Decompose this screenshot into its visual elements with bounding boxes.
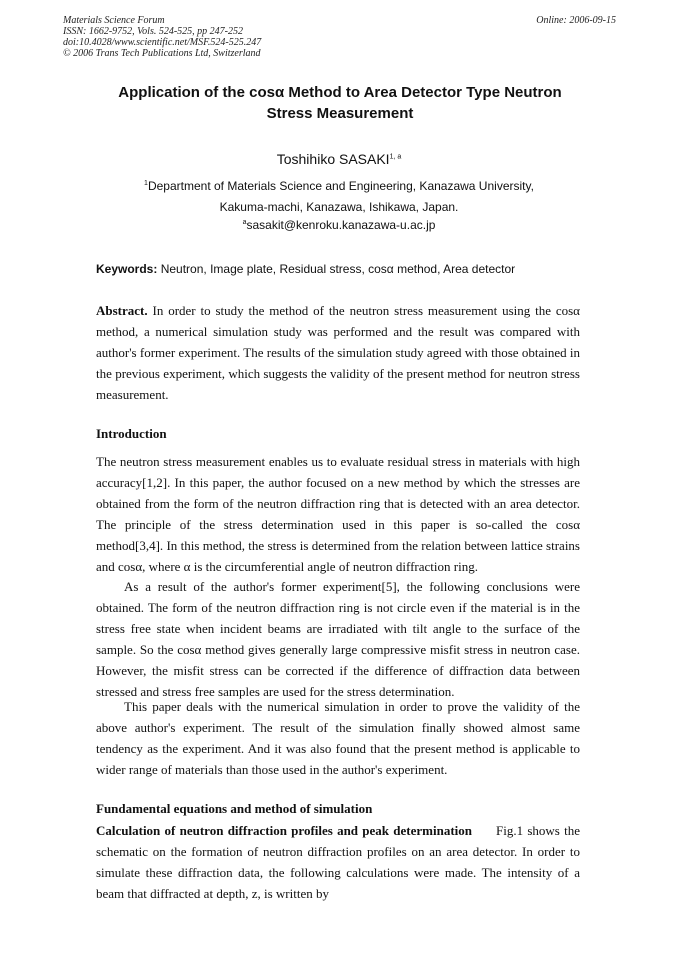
- email: [0, 218, 678, 232]
- author-name: Toshihiko SASAKI: [276, 151, 390, 167]
- affiliation-line-2: Kakuma-machi, Kanazawa, Ishikawa, Japan.: [219, 200, 459, 214]
- author-superscript: 1, a: [389, 153, 402, 161]
- journal-name: Materials Science Forum: [63, 15, 165, 26]
- abstract: [96, 301, 580, 406]
- copyright: © 2006 Trans Tech Publications Ltd, Switzerland: [63, 48, 261, 59]
- introduction-heading: Introduction: [96, 426, 167, 441]
- keywords-label: Keywords:: [96, 262, 158, 276]
- abstract-label: Abstract.: [96, 303, 148, 318]
- affiliation-superscript: 1: [144, 180, 148, 187]
- fundamental-subheading: Calculation of neutron diffraction profiles and peak determination: [96, 823, 472, 838]
- title-line-2: Stress Measurement: [266, 105, 414, 122]
- introduction-paragraph-1: The neutron stress measurement enables us to evaluate residual stress in materials with high accuracy[1,2]. In this paper, the author focused on a new method by which the stresses are obtained from the form of the neutron diffraction ring that is detected with an area detector. The principle of the stress determination used in this paper is so-called the cosα method[3,4]. In this method, the stress is determined from the relation between lattice strains and cosα, where α is the circumferential angle of neutron diffraction ring.: [96, 454, 580, 574]
- email-address: sasakit@kenroku.kanazawa-u.ac.jp: [246, 218, 436, 232]
- introduction-paragraph-3: This paper deals with the numerical simulation in order to prove the validity of the above author's experiment. The result of the simulation finally showed almost same tendency as the experiment. And it was also found that the present method is applicable to wider range of materials than those used in the author's experiment.: [96, 699, 580, 777]
- fundamental-text: Fig.1 shows the schematic on the formation of neutron diffraction profiles on an area detector. In order to simulate these diffraction data, the following calculations were made. The intensity of a beam that diffracted at depth, z, is written by: [96, 823, 580, 901]
- email-superscript: a: [242, 219, 247, 226]
- fundamental-heading: Fundamental equations and method of simulation: [96, 801, 373, 816]
- fundamental-paragraph: [96, 821, 580, 905]
- affiliation-line-1: Department of Materials Science and Engineering, Kanazawa University,: [147, 179, 534, 193]
- title-line-1: Application of the cosα Method to Area Detector Type Neutron: [118, 84, 562, 101]
- affiliation: [0, 173, 678, 218]
- paper-title: [90, 82, 590, 124]
- abstract-text: In order to study the method of the neutron stress measurement using the cosα method, a numerical simulation study was performed and the result was compared with author's former experiment. The results of the simulation study agreed with those obtained in the previous experiment, which suggests the validity of the present method for neutron stress measurement.: [96, 303, 580, 402]
- introduction-paragraph-2: As a result of the author's former experiment[5], the following conclusions were obtained. The form of the neutron diffraction ring is not circle even if the material is in the stress free state when incident beams are irradiated with tilt angle to the surface of the sample. So the cosα method gives generally large compressive misfit stress in neutron case. However, the misfit stress can be corrected if the difference of diffraction data between stressed and stress free samples are used for the stress determination.: [96, 579, 580, 699]
- online-date: Online: 2006-09-15: [536, 15, 616, 26]
- doi: doi:10.4028/www.scientific.net/MSF.524-525.247: [63, 37, 262, 48]
- journal-header: [63, 15, 616, 59]
- author: [0, 151, 678, 167]
- keywords: [96, 262, 586, 276]
- keywords-text: Neutron, Image plate, Residual stress, cosα method, Area detector: [160, 262, 516, 276]
- issn: ISSN: 1662-9752, Vols. 524-525, pp 247-252: [63, 26, 243, 37]
